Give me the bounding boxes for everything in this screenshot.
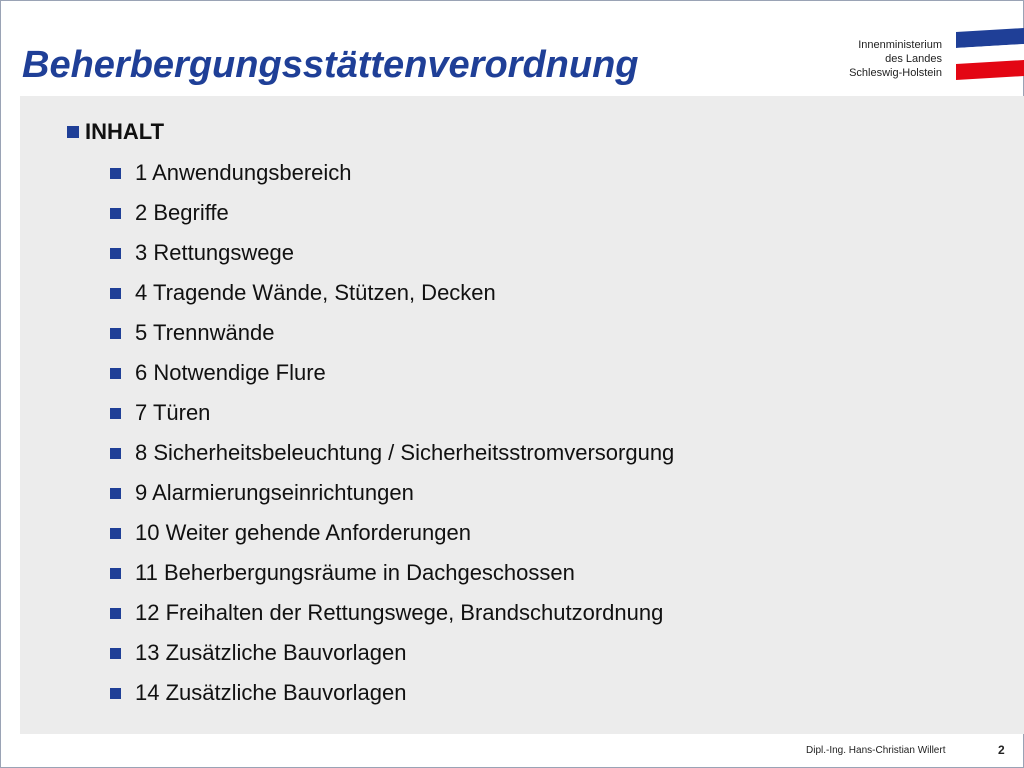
section-heading	[67, 119, 164, 145]
list-item-text: 10 Weiter gehende Anforderungen	[135, 520, 471, 545]
list-item	[110, 513, 674, 553]
list-item	[110, 433, 674, 473]
list-item-text: 11 Beherbergungsräume in Dachgeschossen	[135, 560, 575, 585]
list-item-text: 5 Trennwände	[135, 320, 275, 345]
list-item	[110, 233, 674, 273]
list-item-text: 9 Alarmierungseinrichtungen	[135, 480, 414, 505]
list-item-text: 6 Notwendige Flure	[135, 360, 326, 385]
contents-list	[110, 153, 674, 713]
list-item	[110, 553, 674, 593]
ministry-line-3: Schleswig-Holstein	[849, 67, 942, 79]
square-bullet-icon	[110, 568, 121, 579]
square-bullet-icon	[110, 248, 121, 259]
square-bullet-icon	[110, 328, 121, 339]
square-bullet-icon	[110, 648, 121, 659]
list-item	[110, 633, 674, 673]
square-bullet-icon	[110, 688, 121, 699]
ministry-label	[849, 38, 942, 80]
square-bullet-icon	[110, 288, 121, 299]
square-bullet-icon	[110, 168, 121, 179]
list-item	[110, 273, 674, 313]
square-bullet-icon	[110, 528, 121, 539]
list-item	[110, 193, 674, 233]
list-item-text: 1 Anwendungsbereich	[135, 160, 352, 185]
list-item-text: 12 Freihalten der Rettungswege, Brandschutzordnung	[135, 600, 664, 625]
list-item-text: 7 Türen	[135, 400, 211, 425]
page-number: 2	[998, 743, 1005, 757]
list-item-text: 4 Tragende Wände, Stützen, Decken	[135, 280, 496, 305]
list-item	[110, 393, 674, 433]
list-item-text: 3 Rettungswege	[135, 240, 294, 265]
ministry-line-2: des Landes	[885, 53, 942, 65]
square-bullet-icon	[110, 608, 121, 619]
square-bullet-icon	[110, 368, 121, 379]
list-item-text: 2 Begriffe	[135, 200, 229, 225]
square-bullet-icon	[110, 488, 121, 499]
list-item-text: 14 Zusätzliche Bauvorlagen	[135, 680, 407, 705]
square-bullet-icon	[110, 448, 121, 459]
slide-title: Beherbergungsstättenverordnung	[22, 44, 639, 86]
list-item	[110, 153, 674, 193]
footer-author: Dipl.-Ing. Hans-Christian Willert	[806, 745, 946, 756]
list-item	[110, 673, 674, 713]
square-bullet-icon	[110, 408, 121, 419]
square-bullet-icon	[110, 208, 121, 219]
list-item	[110, 593, 674, 633]
state-flag-logo	[956, 28, 1024, 80]
section-heading-text: INHALT	[85, 119, 165, 144]
list-item-text: 8 Sicherheitsbeleuchtung / Sicherheitsstromversorgung	[135, 440, 675, 465]
ministry-line-1: Innenministerium	[858, 39, 942, 51]
square-bullet-icon	[67, 126, 79, 138]
list-item	[110, 473, 674, 513]
list-item-text: 13 Zusätzliche Bauvorlagen	[135, 640, 407, 665]
list-item	[110, 353, 674, 393]
list-item	[110, 313, 674, 353]
